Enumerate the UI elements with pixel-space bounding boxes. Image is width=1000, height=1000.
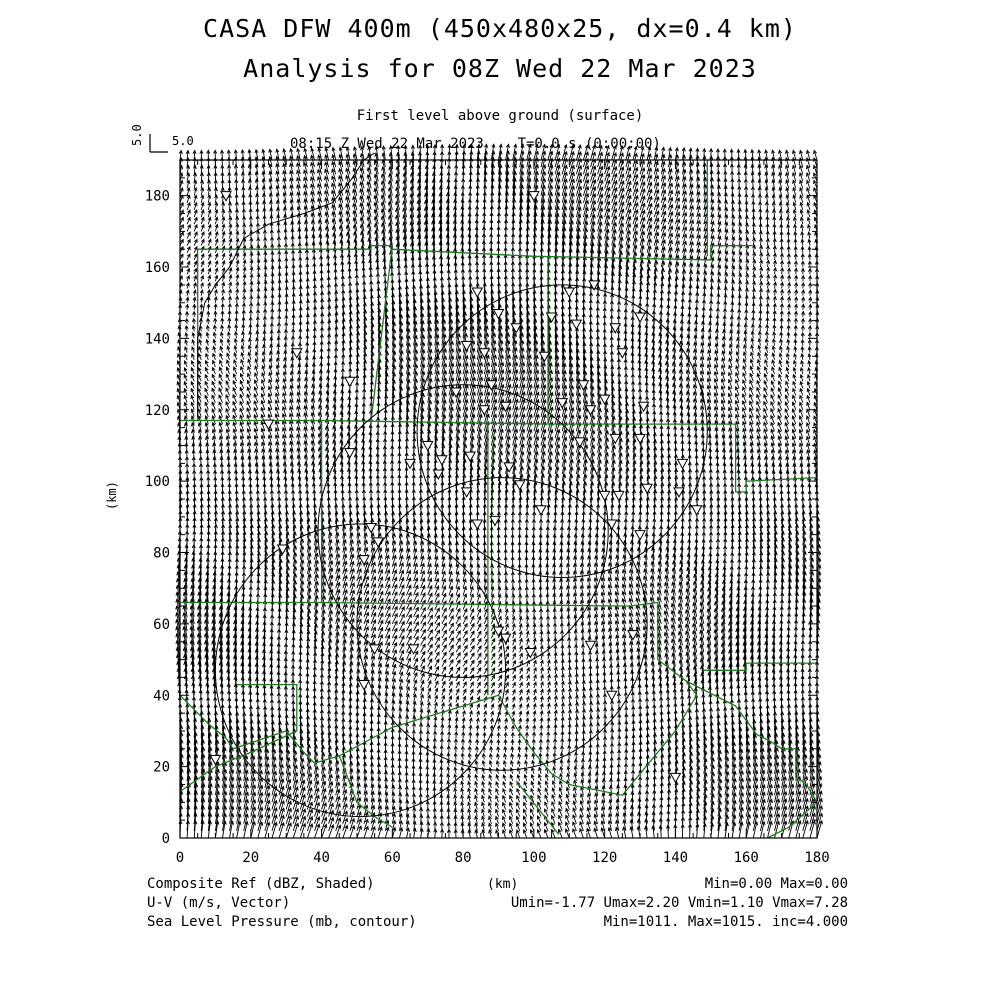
x-tick-label: 0: [175, 850, 185, 866]
station-marker: [600, 491, 610, 500]
station-marker: [564, 288, 574, 297]
boundary-line-3: [371, 246, 392, 421]
wind-vectors: [176, 144, 823, 838]
y-tick-label: 120: [144, 402, 170, 419]
x-tick-label: 40: [313, 850, 330, 866]
reference-vector-rotated-label: 5.0: [130, 124, 144, 146]
station-marker: [423, 441, 433, 450]
title-line-1: CASA DFW 400m (450x480x25, dx=0.4 km): [203, 14, 797, 43]
y-tick-label: 160: [144, 260, 170, 277]
x-tick-label: 160: [733, 850, 759, 866]
station-marker: [515, 481, 525, 490]
y-axis-label: (km): [105, 481, 119, 510]
x-tick-label: 120: [592, 850, 618, 866]
station-marker: [504, 463, 514, 472]
station-marker: [359, 681, 369, 690]
y-tick-label: 20: [153, 759, 170, 776]
x-tick-label: 140: [662, 850, 689, 866]
station-marker: [678, 459, 688, 468]
station-marker: [635, 434, 645, 443]
title-line-2: Analysis for 08Z Wed 22 Mar 2023: [243, 54, 757, 83]
legend-stats-pressure: Min=1011. Max=1015. inc=4.000: [603, 914, 848, 930]
valid-time-line: 08:15 Z Wed 22 Mar 2023 T=0.0 s (0:00:00): [290, 136, 661, 152]
wind-vector-arrows: [176, 144, 823, 838]
station-marker: [472, 520, 482, 529]
station-marker: [571, 320, 581, 329]
station-marker: [345, 377, 355, 386]
station-marker: [614, 491, 624, 500]
legend-label-wind: U-V (m/s, Vector): [147, 895, 291, 911]
station-marker: [529, 192, 539, 201]
y-tick-label: 100: [144, 474, 170, 491]
y-tick-label: 40: [153, 688, 170, 705]
legend-label-reflectivity: Composite Ref (dBZ, Shaded): [147, 876, 375, 892]
x-tick-label: 60: [383, 850, 401, 866]
station-marker: [263, 420, 273, 429]
station-marker: [600, 395, 610, 404]
station-marker: [472, 288, 482, 297]
station-marker: [670, 773, 680, 782]
station-marker: [494, 309, 504, 318]
reference-vector-label: 5.0: [172, 134, 194, 148]
station-marker: [465, 452, 475, 461]
station-marker: [635, 313, 645, 322]
station-marker: [642, 484, 652, 493]
y-tick-label: 0: [161, 831, 170, 847]
station-marker: [525, 648, 535, 657]
station-marker: [607, 691, 617, 700]
station-marker: [345, 449, 355, 458]
x-tick-label: 100: [521, 850, 547, 866]
legend-stats-wind: Umin=-1.77 Umax=2.20 Vmin=1.10 Vmax=7.28: [510, 895, 848, 911]
legend-label-pressure: Sea Level Pressure (mb, contour): [147, 914, 417, 930]
station-marker: [635, 531, 645, 540]
station-marker: [575, 438, 585, 447]
station-marker: [366, 524, 376, 533]
station-marker: [462, 342, 472, 351]
legend-stats-reflectivity: Min=0.00 Max=0.00: [704, 876, 848, 892]
station-marker: [586, 641, 596, 650]
station-marker: [610, 434, 620, 443]
station-marker: [437, 456, 447, 465]
y-tick-label: 60: [153, 616, 170, 633]
x-axis-label: (km): [487, 877, 519, 892]
reference-vector-icon: [150, 134, 168, 152]
y-tick-label: 180: [144, 188, 170, 205]
x-tick-label: 180: [804, 850, 830, 866]
y-tick-label: 140: [144, 331, 170, 348]
station-marker: [692, 506, 702, 515]
x-tick-label: 20: [242, 850, 260, 866]
x-tick-label: 80: [454, 850, 472, 866]
reference-vector-arrow: [150, 134, 168, 152]
station-marker: [536, 506, 546, 515]
level-subtitle: First level above ground (surface): [356, 108, 644, 124]
y-tick-label: 80: [153, 545, 170, 562]
